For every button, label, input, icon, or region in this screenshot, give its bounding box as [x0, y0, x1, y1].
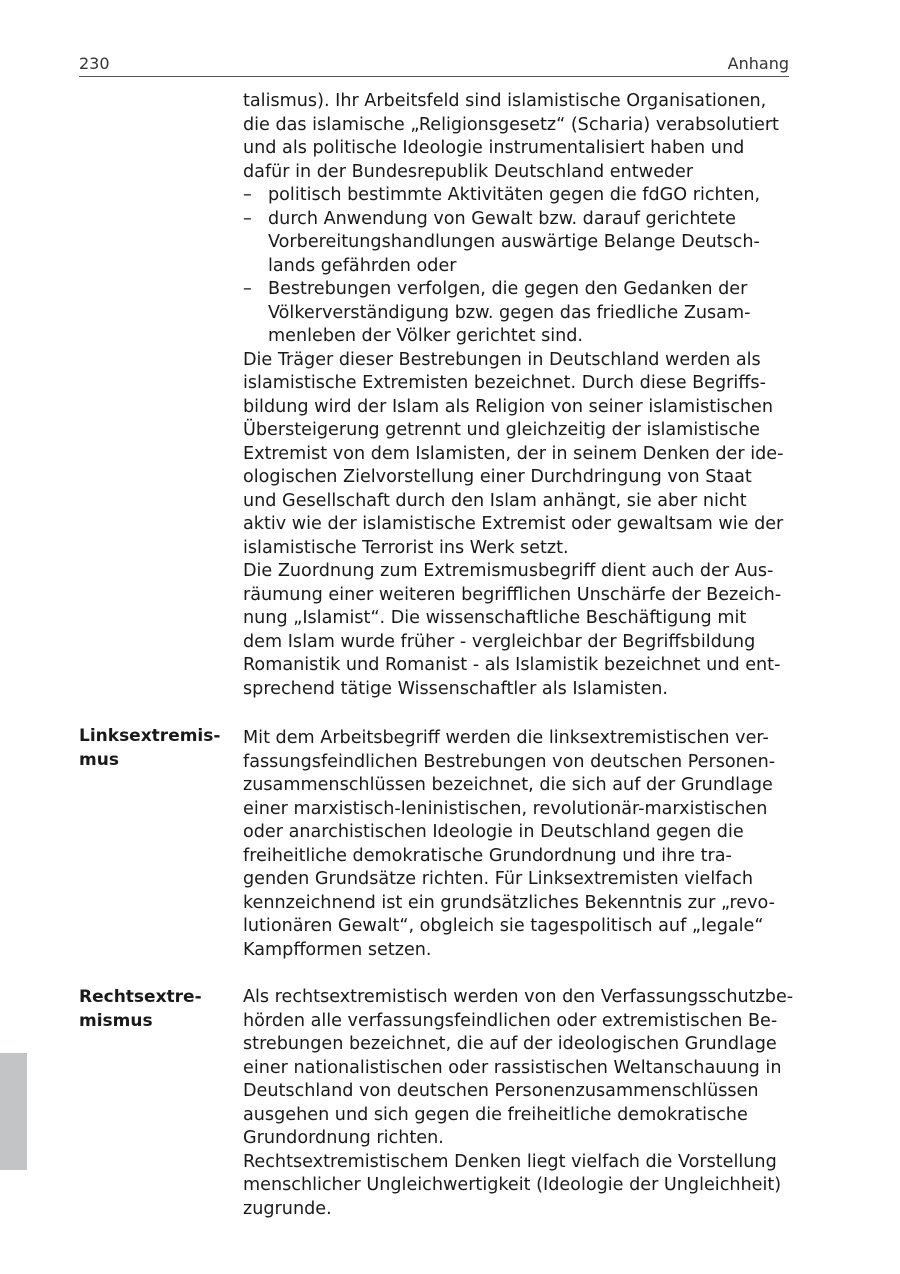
text-line: zusammenschlüssen bezeichnet, die sich auf der Grundlage: [243, 775, 773, 795]
dash-bullet: –: [243, 279, 252, 299]
text-line: fassungsfeindlichen Bestrebungen von deutschen Personen-: [243, 751, 776, 772]
text-line: sprechend tätige Wissenschaftler als Islamisten.: [243, 678, 669, 699]
text-line: lutionären Gewalt“, obgleich sie tagespolitisch auf „legale“: [243, 916, 764, 936]
list-item: [243, 208, 791, 279]
glossary-term-rechtsextremismus: [79, 986, 229, 1033]
text-line: Die Zuordnung zum Extremismusbegriff dient auch der Aus-: [243, 561, 774, 581]
text-line: einer marxistisch-leninistischen, revolutionär-marxistischen: [243, 798, 768, 819]
text-line: Kampfformen setzen.: [243, 939, 432, 960]
text-line: Romanistik und Romanist - als Islamistik bezeichnet und ent-: [243, 655, 781, 675]
page-number: 230: [79, 54, 110, 73]
term-line: mismus: [79, 1010, 153, 1031]
definition-rechtsextremismus: [243, 986, 794, 1221]
text-line: islamistische Extremisten bezeichnet. Durch diese Begriffs-: [243, 373, 766, 393]
text-line: Grundordnung richten.: [243, 1128, 444, 1148]
text-line: ausgehen und sich gegen die freiheitliche demokratische: [243, 1104, 748, 1125]
text-line: Vorbereitungshandlungen auswärtige Belange Deutsch-: [268, 232, 760, 252]
page-header: [79, 52, 789, 77]
text-line: dafür in der Bundesrepublik Deutschland entweder: [243, 161, 694, 182]
text-line: Deutschland von deutschen Personenzusammenschlüssen: [243, 1081, 759, 1101]
intro-paragraph: [243, 90, 791, 701]
text-line: politisch bestimmte Aktivitäten gegen die fdGO richten,: [268, 185, 761, 205]
text-line: strebungen bezeichnet, die auf der ideologischen Grundlage: [243, 1034, 777, 1054]
definition-linksextremismus: [243, 727, 791, 962]
text-line: und Gesellschaft durch den Islam anhängt, sie aber nicht: [243, 490, 747, 511]
text-line: Als rechtsextremistisch werden von den Verfassungsschutzbe-: [243, 987, 794, 1007]
dash-bullet: –: [243, 208, 252, 229]
list-item: [243, 278, 791, 349]
text-line: oder anarchistischen Ideologie in Deutschland gegen die: [243, 822, 744, 842]
text-line: Mit dem Arbeitsbegriff werden die linksextremistischen ver-: [243, 728, 769, 748]
text-line: Übersteigerung getrennt und gleichzeitig der islamistische: [243, 420, 761, 440]
text-line: dem Islam wurde früher - vergleichbar der Begriffsbildung: [243, 631, 756, 652]
text-line: Bestrebungen verfolgen, die gegen den Gedanken der: [268, 279, 748, 299]
term-line: mus: [79, 749, 119, 770]
text-line: räumung einer weiteren begrifflichen Unschärfe der Bezeich-: [243, 584, 782, 605]
text-line: Extremist von dem Islamisten, der in seinem Denken der ide-: [243, 443, 784, 464]
term-line: Linksextremis-: [79, 726, 221, 746]
text-line: Rechtsextremistischem Denken liegt vielfach die Vorstellung: [243, 1151, 777, 1172]
glossary-term-linksextremismus: [79, 725, 229, 772]
text-line: die das islamische „Religionsgesetz“ (Scharia) verabsolutiert: [243, 114, 779, 135]
text-line: ologischen Zielvorstellung einer Durchdringung von Staat: [243, 467, 752, 487]
text-line: genden Grundsätze richten. Für Linksextremisten vielfach: [243, 869, 754, 889]
text-line: Die Träger dieser Bestrebungen in Deutschland werden als: [243, 349, 761, 370]
text-line: zugrunde.: [243, 1198, 332, 1219]
text-line: aktiv wie der islamistische Extremist oder gewaltsam wie der: [243, 514, 784, 534]
text-line: freiheitliche demokratische Grundordnung und ihre tra-: [243, 845, 732, 866]
running-head-section: Anhang: [727, 54, 789, 73]
dash-list: [243, 184, 791, 349]
text-line: bildung wird der Islam als Religion von seiner islamistischen: [243, 396, 774, 417]
text-line: lands gefährden oder: [268, 255, 457, 276]
text-line: durch Anwendung von Gewalt bzw. darauf gerichtete: [268, 208, 736, 229]
text-line: Völkerverständigung bzw. gegen das friedliche Zusam-: [268, 302, 751, 323]
text-line: talismus). Ihr Arbeitsfeld sind islamistische Organisationen,: [243, 91, 767, 111]
list-item: [243, 184, 791, 208]
chapter-thumb-tab: [0, 1053, 27, 1170]
text-line: nung „Islamist“. Die wissenschaftliche Beschäftigung mit: [243, 608, 747, 628]
text-line: hörden alle verfassungsfeindlichen oder extremistischen Be-: [243, 1010, 778, 1031]
text-line: islamistische Terrorist ins Werk setzt.: [243, 537, 569, 558]
text-line: einer nationalistischen oder rassistischen Weltanschauung in: [243, 1057, 782, 1078]
text-line: kennzeichnend ist ein grundsätzliches Bekenntnis zur „revo-: [243, 892, 775, 913]
text-line: menschlicher Ungleichwertigkeit (Ideologie der Ungleichheit): [243, 1175, 782, 1195]
text-line: und als politische Ideologie instrumentalisiert haben und: [243, 138, 745, 158]
text-line: menleben der Völker gerichtet sind.: [268, 326, 584, 346]
dash-bullet: –: [243, 185, 252, 205]
term-line: Rechtsextre-: [79, 987, 202, 1007]
